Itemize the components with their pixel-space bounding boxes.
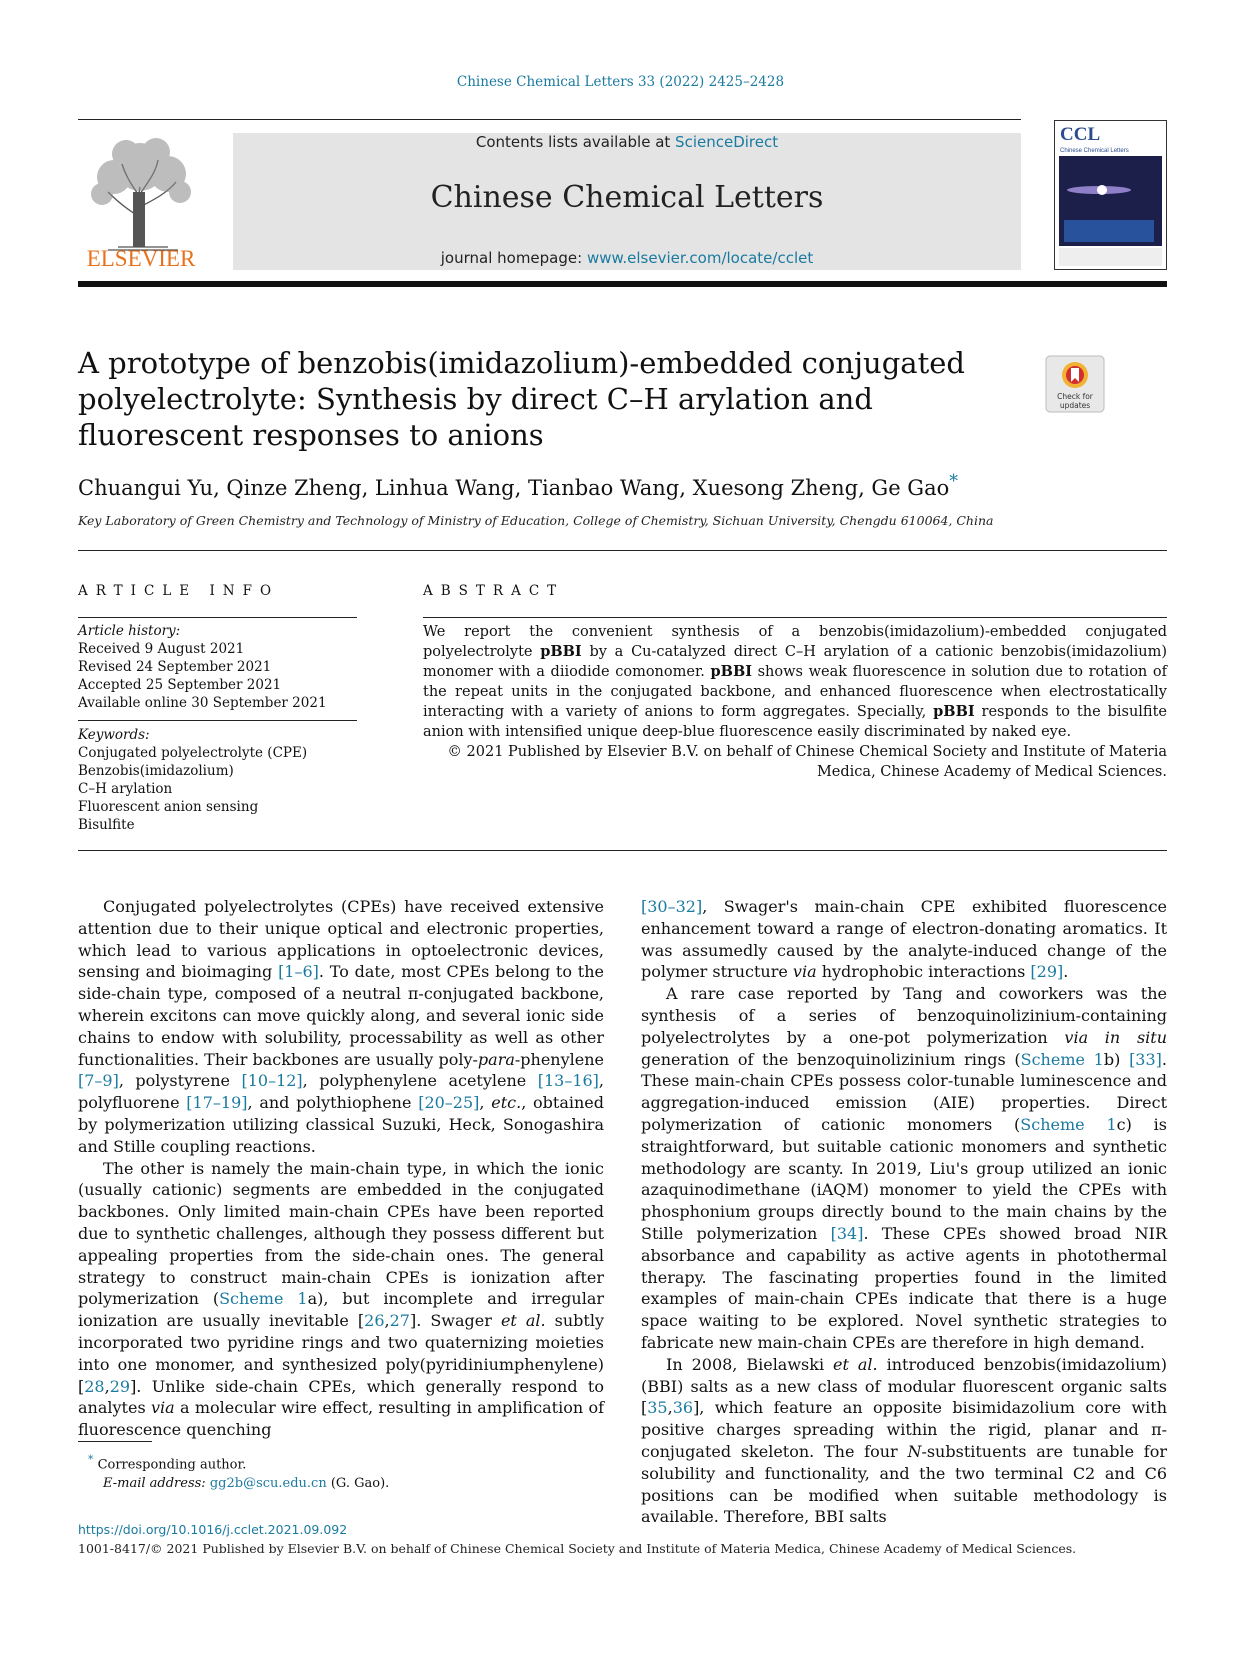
email-suffix: (G. Gao). (330, 1476, 390, 1492)
scheme-link[interactable]: Scheme 1 (219, 1289, 308, 1309)
authors-text: Chuangui Yu, Qinze Zheng, Linhua Wang, Tianbao Wang, Xuesong Zheng, Ge Gao (78, 476, 950, 500)
received-date: Received 9 August 2021 (78, 641, 245, 657)
homepage-line (233, 249, 1021, 267)
author-list (78, 472, 958, 500)
citation-link[interactable]: [29] (1030, 962, 1064, 982)
abstract-heading: ABSTRACT (423, 583, 565, 599)
abstract-text (423, 622, 1167, 782)
elsevier-tree-icon (78, 132, 204, 270)
body-paragraph: A rare case reported by Tang and coworkers was the synthesis of a series of benzoquinolizinium-containing polyelectrolytes by a one-pot polymerization via in situ generation of the benzoquinolizinium rings (Scheme 1b) [33]. These main-chain CPEs possess color-tunable luminescence and aggregation-induced emission (AIE) properties. Direct polymerization of cationic monomers (Scheme 1c) is straightforward, but suitable cationic monomers and synthetic methodology are scanty. In 2019, Liu's group utilized an ionic azaquinodimethane (iAQM) monomer to yield the CPEs with phosphonium groups directly bound to the main chains by the Stille polymerization [34]. These CPEs showed broad NIR absorbance and capability as active agents in photothermal therapy. The fascinating properties found in the limited examples of main-chain CPEs indicate that there is a huge space waiting to be explored. Novel synthetic strategies to fabricate new main-chain CPEs are therefore in high demand. (641, 984, 1168, 1352)
check-for-updates-icon (1045, 355, 1105, 413)
body-column-right (641, 896, 1167, 1528)
scheme-link[interactable]: Scheme 1 (1020, 1049, 1104, 1069)
keyword: Bisulfite (78, 817, 135, 833)
journal-cover-image (1054, 120, 1167, 270)
body-paragraph: In 2008, Bielawski et al. introduced benzobis(imidazolium) (BBI) salts as a new class of modular fluorescent organic salts [35,36], which feature an opposite bisimidazolium core with positive charges spreading within the rigid, planar and π-conjugated skeleton. The four N-substituents are tunable for solubility and functionality, and the two terminal C2 and C6 positions can be modified when suitable methodology is available. Therefore, BBI salts (641, 1354, 1168, 1527)
abstract-rule (423, 617, 1167, 618)
keywords-label: Keywords: (78, 727, 150, 743)
homepage-link[interactable]: www.elsevier.com/locate/cclet (586, 249, 814, 267)
keyword: Fluorescent anion sensing (78, 799, 259, 815)
abstract-body: We report the convenient synthesis of a benzobis(imidazolium)-embedded conjugated polyelectrolyte pBBI by a Cu-catalyzed direct C–H arylation of a cationic benzobis(imidazolium) monomer with a diiodide comonomer. pBBI shows weak fluorescence in solution due to rotation of the repeat units in the conjugated backbone, and enhanced fluorescence when electrostatically interacting with a variety of anions to form aggregates. Specially, pBBI responds to the bisulfite anion with intensified unique deep-blue fluorescence easily discriminated by naked eye. (423, 624, 1168, 740)
citation-link[interactable]: 35 (647, 1398, 668, 1418)
journal-name: Chinese Chemical Letters (430, 180, 824, 215)
citation-link[interactable]: [10–12] (241, 1071, 303, 1091)
citation-link[interactable]: 27 (389, 1311, 410, 1331)
info-rule (78, 720, 357, 721)
body-paragraph: [30–32], Swager's main-chain CPE exhibited fluorescence enhancement toward a range of electron-donating aromatics. It was assumedly caused by the analyte-induced change of the polymer structure via hydrophobic interactions [29]. (641, 897, 1167, 982)
contents-line (233, 133, 1021, 151)
keyword: Benzobis(imidazolium) (78, 763, 234, 779)
contents-prefix: Contents lists available at (475, 133, 676, 151)
history-label: Article history: (78, 623, 181, 639)
body-column-left (78, 896, 604, 1441)
keyword: C–H arylation (78, 781, 173, 797)
header-rule (78, 119, 1021, 120)
article-history (78, 622, 358, 712)
accepted-date: Accepted 25 September 2021 (78, 677, 282, 693)
footnote-marker: * (88, 1453, 94, 1466)
online-date: Available online 30 September 2021 (78, 695, 327, 711)
header-thick-rule (78, 281, 1167, 287)
svg-text:CCL: CCL (1060, 124, 1101, 145)
doi-link[interactable]: https://doi.org/10.1016/j.cclet.2021.09.092 (78, 1522, 348, 1537)
corresponding-author-label: Corresponding author. (97, 1457, 247, 1473)
issn-copyright-line: 1001-8417/© 2021 Published by Elsevier B.V. on behalf of Chinese Chemical Society and Institute of Materia Medica, Chinese Academy of Medical Sciences. (78, 1541, 1077, 1556)
body-paragraph: The other is namely the main-chain type, in which the ionic (usually cationic) segments are embedded in the conjugated backbones. Only limited main-chain CPEs have been reported due to synthetic challenges, although they possess different but appealing properties from the side-chain ones. The general strategy to construct main-chain CPEs is ionization after polymerization (Scheme 1a), but incomplete and irregular ionization are usually inevitable [26,27]. Swager et al. subtly incorporated two pyridine rings and two quaternizing moieties into one monomer, and synthesized poly(pyridiniumphenylene) [28,29]. Unlike side-chain CPEs, which generally respond to analytes via a molecular wire effect, resulting in amplification of fluorescence quenching (78, 1158, 605, 1440)
footnote (78, 1450, 389, 1493)
keyword: Conjugated polyelectrolyte (CPE) (78, 745, 308, 761)
homepage-prefix: journal homepage: (440, 249, 587, 267)
citation-link[interactable]: 26 (364, 1311, 385, 1331)
citation-link[interactable]: [20–25] (418, 1093, 480, 1113)
corresponding-author-marker[interactable]: * (949, 472, 958, 492)
citation-link[interactable]: [30–32] (641, 897, 703, 916)
info-rule (78, 617, 357, 618)
keywords (78, 726, 358, 834)
citation-link[interactable]: [13–16] (537, 1071, 599, 1091)
footnote-rule (78, 1441, 152, 1442)
revised-date: Revised 24 September 2021 (78, 659, 272, 675)
affiliation: Key Laboratory of Green Chemistry and Technology of Ministry of Education, College of Chemistry, Sichuan University, Chengdu 610064, China (78, 513, 994, 528)
sciencedirect-link[interactable]: ScienceDirect (675, 133, 779, 151)
svg-text:ELSEVIER: ELSEVIER (86, 246, 196, 270)
elsevier-logo[interactable] (78, 132, 204, 270)
scheme-link[interactable]: Scheme 1 (1020, 1114, 1117, 1134)
email-link[interactable]: gg2b@scu.edu.cn (209, 1476, 327, 1492)
svg-text:updates: updates (1059, 401, 1091, 410)
section-rule (78, 550, 1167, 551)
citation-link[interactable]: 36 (672, 1398, 694, 1418)
section-rule (78, 850, 1167, 851)
citation-link[interactable]: 29 (109, 1376, 131, 1396)
citation-link[interactable]: [1–6] (278, 962, 319, 982)
abstract-copyright: © 2021 Published by Elsevier B.V. on behalf of Chinese Chemical Society and Institute of Materia Medica, Chinese Academy of Medical Sciences. (447, 744, 1167, 780)
citation-link[interactable]: [17–19] (186, 1093, 248, 1113)
article-title: A prototype of benzobis(imidazolium)-embedded conjugated polyelectrolyte: Synthesis by direct C–H arylation and fluorescent responses to anions (78, 346, 965, 452)
svg-text:Chinese Chemical Letters: Chinese Chemical Letters (1060, 148, 1129, 154)
body-paragraph: Conjugated polyelectrolytes (CPEs) have received extensive attention due to their unique optical and electronic properties, which lead to various applications in optoelectronic devices, sensing and bioimaging [1–6]. To date, most CPEs belong to the side-chain type, composed of a neutral π-conjugated backbone, wherein excitons can move quickly along, and several ionic side chains to endow with solubility, processability as well as other functionalities. Their backbones are usually poly-para-phenylene [7–9], polystyrene [10–12], polyphenylene acetylene [13–16], polyfluorene [17–19], and polythiophene [20–25], etc., obtained by polymerization utilizing classical Suzuki, Heck, Sonogashira and Stille coupling reactions. (78, 897, 605, 1156)
check-for-updates-button[interactable] (1045, 355, 1105, 413)
citation-link[interactable]: 28 (84, 1376, 105, 1396)
citation-link[interactable]: [33] (1129, 1049, 1162, 1069)
journal-reference[interactable]: Chinese Chemical Letters 33 (2022) 2425–2428 (456, 74, 785, 90)
svg-text:Check for: Check for (1057, 392, 1093, 401)
citation-link[interactable]: [34] (830, 1223, 864, 1243)
citation-link[interactable]: [7–9] (78, 1071, 119, 1091)
article-info-heading: ARTICLE INFO (78, 583, 280, 599)
email-label: E-mail address: (103, 1476, 206, 1492)
journal-cover[interactable] (1054, 120, 1167, 270)
